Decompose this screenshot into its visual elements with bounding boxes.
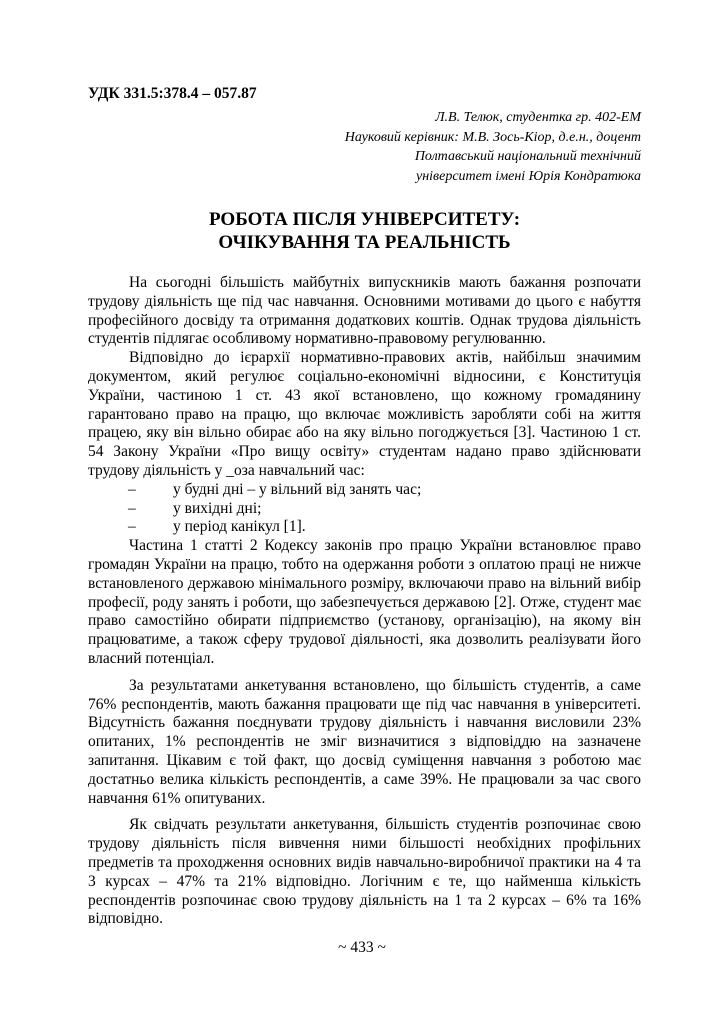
author-line: Л.В. Телюк, студентка гр. 402-ЕМ: [435, 110, 641, 125]
affiliation-line: університет імені Юрія Кондратюка: [416, 168, 641, 184]
author-block: [88, 108, 641, 186]
udk-code: УДК 331.5:378.4 – 057.87: [88, 85, 257, 102]
list-item-text: у вихідні дні;: [173, 499, 262, 517]
paragraph: Як свідчать результати анкетування, більшість студентів розпочинає свою трудову діяльність після вивчення ними більшості необхідних профільних предметів та проходження основних видів навчально-виробничої практики на 4 та 3 курсах – 47% та 21% відповідно. Логічним є те, що найменша кількість респондентів розпочинає свою трудову діяльність на 1 та 2 курсах – 6% та 16% відповідно.: [88, 816, 641, 928]
article-title: [88, 208, 641, 254]
title-line: РОБОТА ПІСЛЯ УНІВЕРСИТЕТУ:: [208, 209, 521, 230]
page-number: ~ 433 ~: [338, 939, 386, 956]
list-item: [88, 518, 641, 537]
list-item: [88, 500, 641, 519]
list-item-text: у будні дні – у вільний від занять час;: [173, 480, 422, 498]
list-bullet: –: [128, 480, 136, 498]
paragraph: Частина 1 статті 2 Кодексу законів про працю України встановлює право громадян України на працю, тобто на одержання роботи з оплатою праці не нижче встановленого державою мінімального розміру, включаючи право на вільний вибір професії, роду занять і роботи, що забезпечується державою [2]. Отже, студент має право самостійно обирати підприємство (установу, організацію), на якому він працюватиме, а також сферу трудової діяльності, яка дозволить реалізувати його власний потенціал.: [88, 537, 641, 667]
paragraph: Відповідно до ієрархії нормативно-правових актів, найбільш значимим документом, який регулює соціально-економічні відносини, є Конституція України, частиною 1 ст. 43 якої встановлено, що кожному громадянину гарантовано право на працю, що включає можливість заробляти собі на життя працею, яку він вільно обирає або на яку вільно погоджується [3]. Частиною 1 ст. 54 Закону України «Про вищу освіту» студентам надано право здійснювати трудову діяльність у _оза навчальний час:: [88, 349, 641, 479]
paragraph: На сьогодні більшість майбутніх випускників мають бажання розпочати трудову діяльність ще під час навчання. Основними мотивами до цього є набуття професійного досвіду та отримання додаткових коштів. Однак трудова діяльність студентів підлягає особливому нормативно-правовому регулюванню.: [88, 274, 641, 348]
list-item-text: у період канікул [1].: [173, 518, 306, 536]
paragraph: За результатами анкетування встановлено, що більшість студентів, а саме 76% респондентів, мають бажання працювати ще під час навчання в університеті. Відсутність бажання поєднувати трудову діяльність і навчання висловили 23% опитаних, 1% респондентів не зміг визначитися з відповіддю на зазначене запитання. Цікавим є той факт, що досвід суміщення навчання з роботою має достатньо велика кількість респондентів, а саме 39%. Не працювали за час свого навчання 61% опитуваних.: [88, 676, 641, 807]
document-page: [88, 84, 641, 929]
list-bullet: –: [128, 518, 136, 536]
supervisor-line: Науковий керівник: М.В. Зось-Кіор, д.е.н., доцент: [344, 129, 641, 145]
list-item: [88, 481, 641, 500]
title-line: ОЧІКУВАННЯ ТА РЕАЛЬНІСТЬ: [218, 232, 511, 253]
list-bullet: –: [128, 499, 136, 517]
working-time-list: [88, 481, 641, 537]
affiliation-line: Полтавський національний технічний: [414, 149, 641, 164]
